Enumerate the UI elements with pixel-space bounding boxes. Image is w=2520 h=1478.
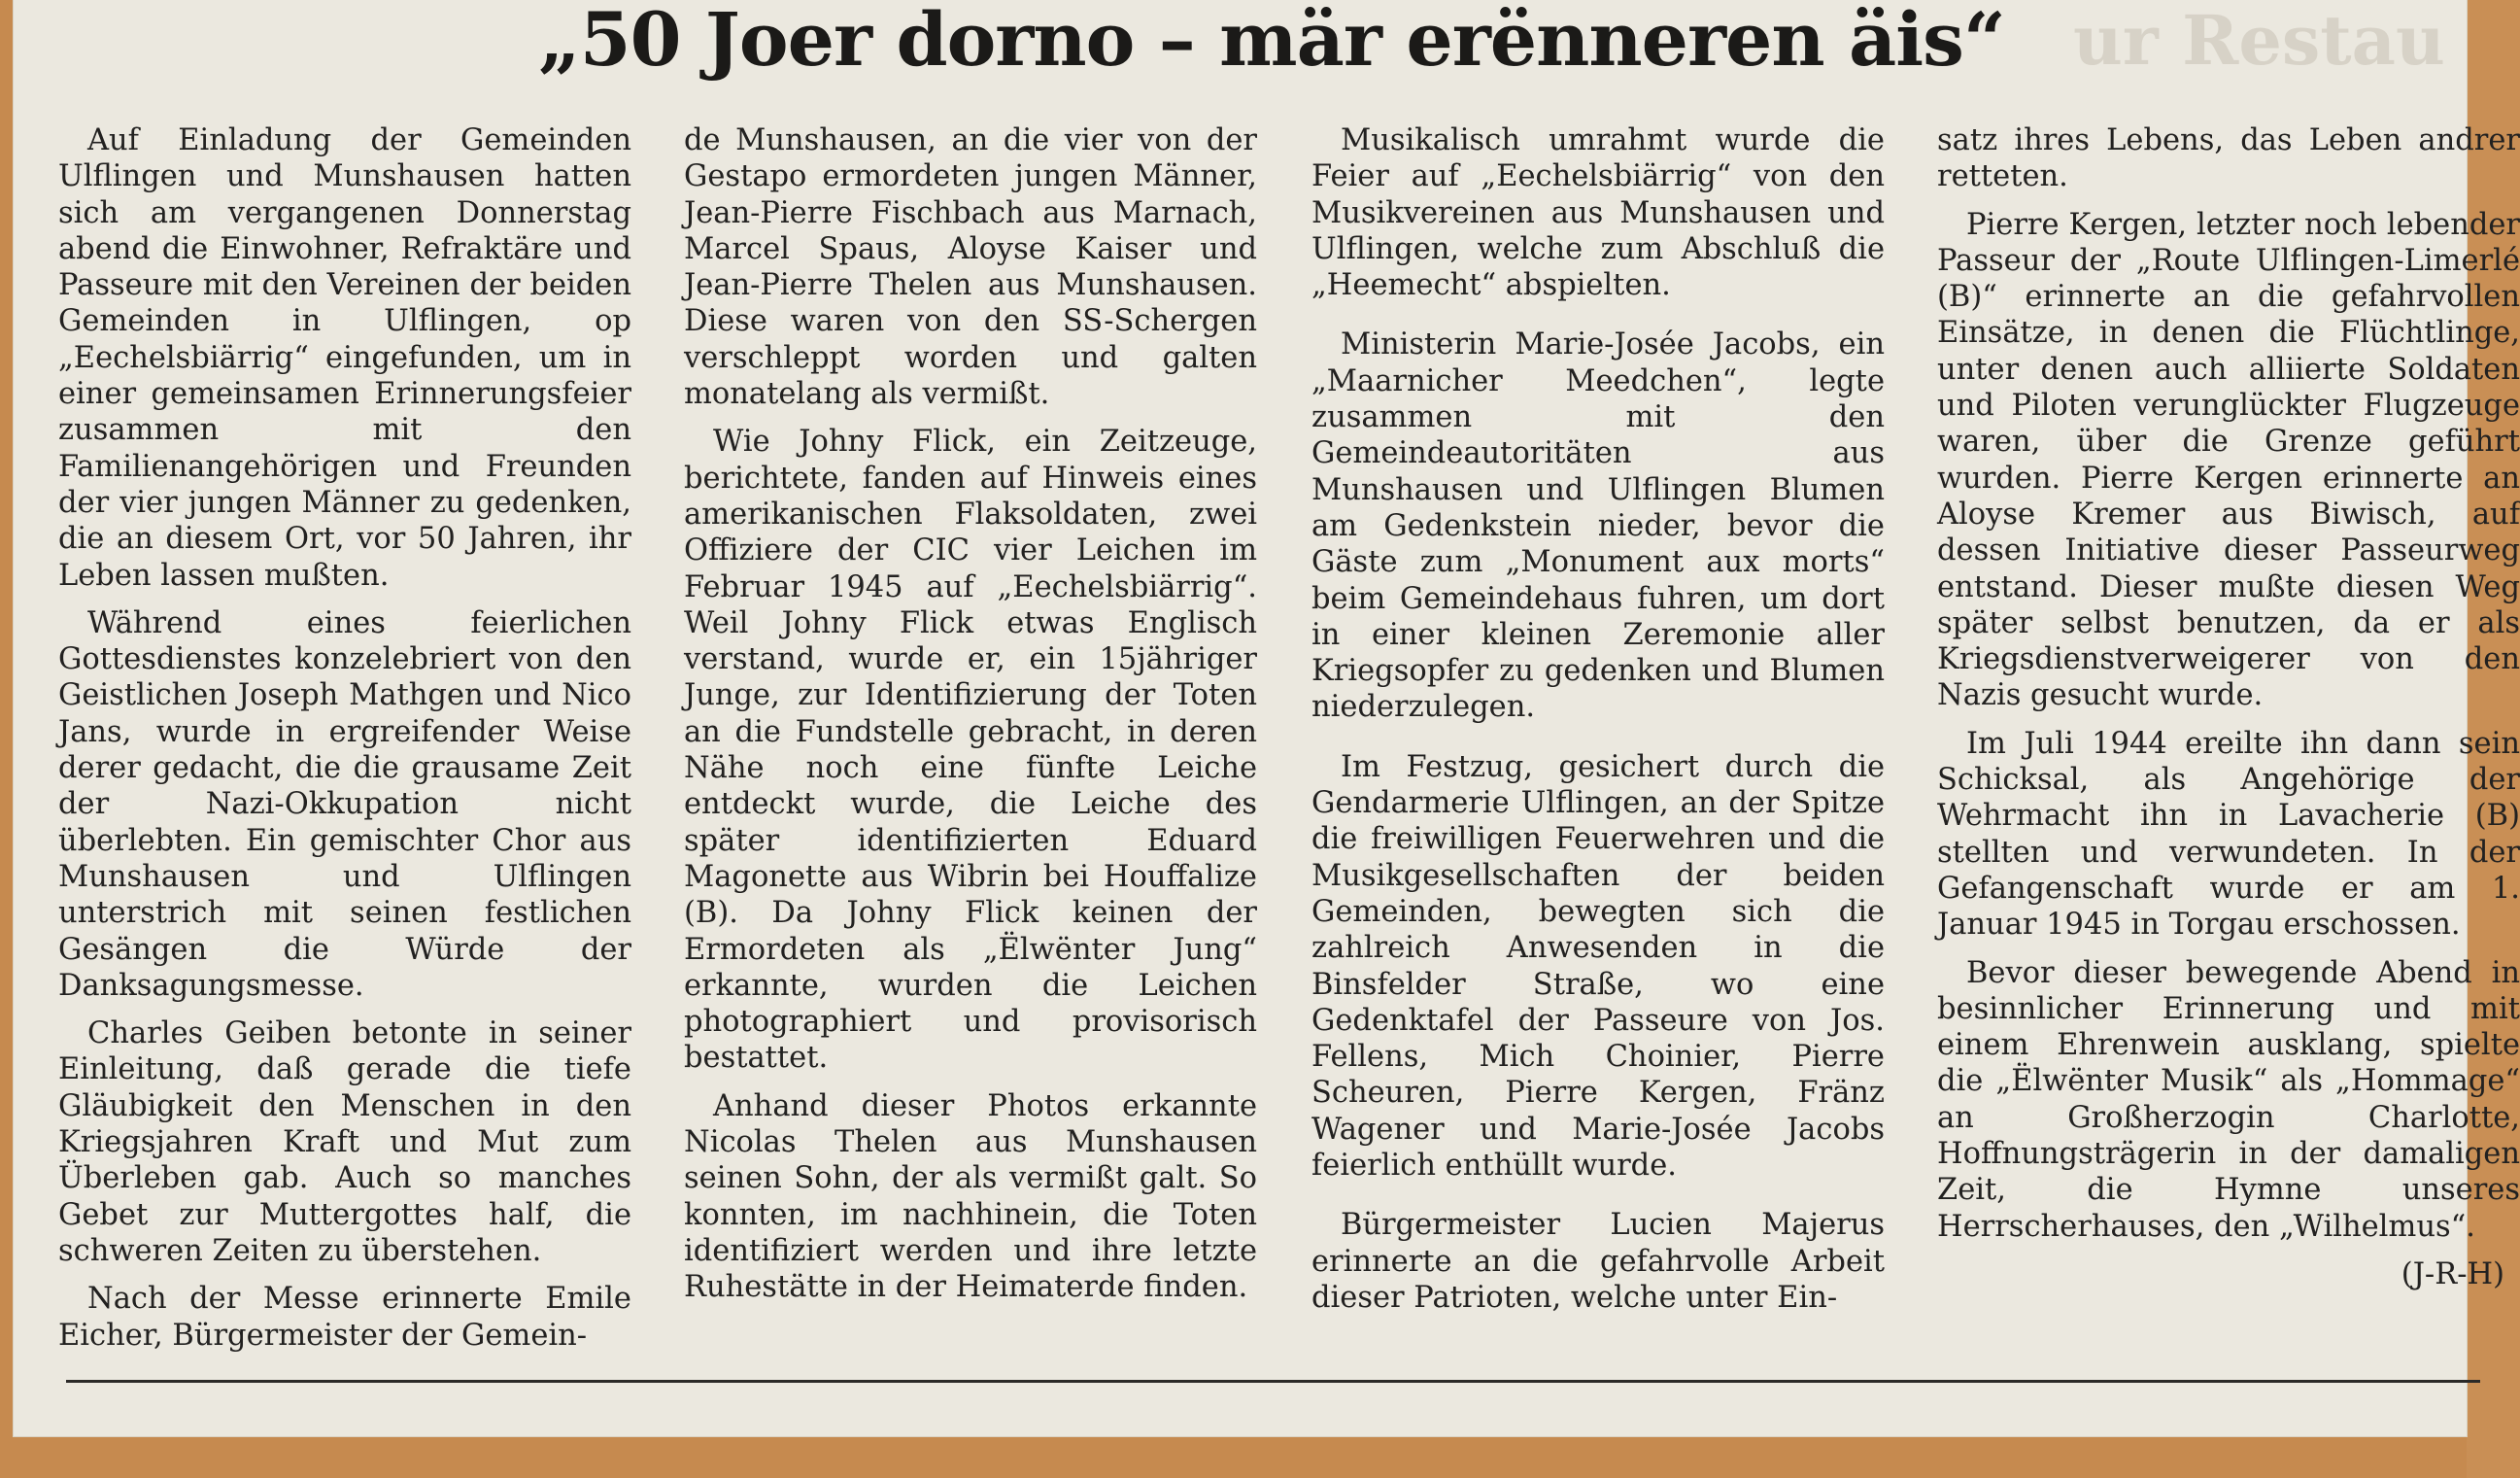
author-signature: (J-R-H) xyxy=(2401,1256,2504,1291)
paragraph: de Munshausen, an die vier von der Gestapo ermordeten jungen Männer, Jean-Pierre Fischbach aus Marnach, Marcel Spaus, Aloyse Kaiser und Jean-Pierre Thelen aus Munshausen. Diese waren von den SS-Schergen verschleppt worden und galten monatelang als vermißt. xyxy=(684,123,1257,412)
paragraph: Im Festzug, gesichert durch die Gendarmerie Ulflingen, an der Spitze die freiwilligen Feuerwehren und die Musikgesellschaften der beiden Gemeinden, bewegten sich die zahlreich Anwesenden in die Binsfelder Straße, wo eine Gedenktafel der Passeure von Jos. Fellens, Mich Choinier, Pierre Scheuren, Pierre Kergen, Fränz Wagener und Marie-Josée Jacobs feierlich enthüllt wurde. xyxy=(1311,749,1885,1184)
bottom-rule xyxy=(66,1380,2480,1383)
paragraph: Wie Johny Flick, ein Zeitzeuge, berichtete, fanden auf Hinweis eines amerikanischen Flaksoldaten, zwei Offiziere der CIC vier Leichen im Februar 1945 auf „Eechelsbiärrig“. Weil Johny Flick etwas Englisch verstand, wurde er, ein 15jähriger Junge, zur Identifizierung der Toten an die Fundstelle gebracht, in deren Nähe noch eine fünfte Leiche entdeckt wurde, die Leiche des später identifizierten Eduard Magonette aus Wibrin bei Houffalize (B). Da Johny Flick keinen der Ermordeten als „Ëlwënter Jung“ erkannte, wurden die Leichen photographiert und provisorisch bestattet. xyxy=(684,425,1257,1076)
paragraph: Bevor dieser bewegende Abend in besinnlicher Erinnerung und mit einem Ehrenwein ausklang, spielte die „Ëlwënter Musik“ als „Hommage“ an Großherzogin Charlotte, Hoffnungsträgerin in der damaligen Zeit, die Hymne unseres Herrscherhauses, den „Wilhelmus“. xyxy=(1937,955,2520,1244)
paragraph: Musikalisch umrahmt wurde die Feier auf „Eechelsbiärrig“ von den Musikvereinen aus Munshausen und Ulflingen, welche zum Abschluß die „Heemecht“ abspielten. xyxy=(1311,123,1885,303)
paragraph: Bürgermeister Lucien Majerus erinnerte an die gefahrvolle Arbeit dieser Patrioten, welche unter Ein- xyxy=(1311,1208,1885,1315)
paragraph: Während eines feierlichen Gottesdienstes konzelebriert von den Geistlichen Joseph Mathgen und Nico Jans, wurde in ergreifender Weise derer gedacht, die die grausame Zeit der Nazi-Okkupation nicht überlebten. Ein gemischter Chor aus Munshausen und Ulflingen unterstrich mit seinen festlichen Gesängen die Würde der Danksagungsmesse. xyxy=(58,605,631,1003)
article-column-4 xyxy=(1937,122,2520,1292)
bleed-through-text: ur Restau xyxy=(2073,0,2445,81)
article-column-1 xyxy=(58,122,631,1365)
newspaper-clipping xyxy=(14,0,2520,1436)
article-column-3 xyxy=(1311,122,1885,1327)
paragraph: satz ihres Lebens, das Leben andrer retteten. xyxy=(1937,123,2520,194)
paragraph: Nach der Messe erinnerte Emile Eicher, Bürgermeister der Gemein- xyxy=(58,1282,631,1353)
headline: „50 Joer dorno – mär erënneren äis“ xyxy=(538,0,2005,83)
paragraph: Im Juli 1944 ereilte ihn dann sein Schicksal, als Angehörige der Wehrmacht ihn in Lavacherie (B) stellten und verwundeten. In der Gefangenschaft wurde er am 1. Januar 1945 in Torgau erschossen. xyxy=(1937,726,2520,943)
paragraph: Ministerin Marie-Josée Jacobs, ein „Maarnicher Meedchen“, legte zusammen mit den Gemeindeautoritäten aus Munshausen und Ulflingen Blumen am Gedenkstein nieder, bevor die Gäste zum „Monument aux morts“ beim Gemeindehaus fuhren, um dort in einer kleinen Zeremonie aller Kriegsopfer zu gedenken und Blumen niederzulegen. xyxy=(1311,327,1885,725)
paragraph: Auf Einladung der Gemeinden Ulflingen und Munshausen hatten sich am vergangenen Donnerstag abend die Einwohner, Refraktäre und Passeure mit den Vereinen der beiden Gemeinden in Ulflingen, op „Eechelsbiärrig“ eingefunden, um in einer gemeinsamen Erinnerungsfeier zusammen mit den Familienangehörigen und Freunden der vier jungen Männer zu gedenken, die an diesem Ort, vor 50 Jahren, ihr Leben lassen mußten. xyxy=(58,123,631,593)
article-column-2 xyxy=(684,122,1257,1318)
paragraph: Pierre Kergen, letzter noch lebender Passeur der „Route Ulflingen-Limerlé (B)“ erinnerte an die gefahrvollen Einsätze, in denen die Flüchtlinge, unter denen auch alliierte Soldaten und Piloten verunglückter Flugzeuge waren, über die Grenze geführt wurden. Pierre Kergen erinnerte an Aloyse Kremer aus Biwisch, auf dessen Initiative dieser Passeurweg entstand. Dieser mußte diesen Weg später selbst benutzen, da er als Kriegsdienstverweigerer von den Nazis gesucht wurde. xyxy=(1937,207,2520,713)
paragraph: Charles Geiben betonte in seiner Einleitung, daß gerade die tiefe Gläubigkeit den Menschen in den Kriegsjahren Kraft und Mut zum Überleben gab. Auch so manches Gebet zur Muttergottes half, die schweren Zeiten zu überstehen. xyxy=(58,1016,631,1268)
paragraph: Anhand dieser Photos erkannte Nicolas Thelen aus Munshausen seinen Sohn, der als vermißt galt. So konnten, im nachhinein, die Toten identifiziert werden und ihre letzte Ruhestätte in der Heimaterde finden. xyxy=(684,1088,1257,1305)
